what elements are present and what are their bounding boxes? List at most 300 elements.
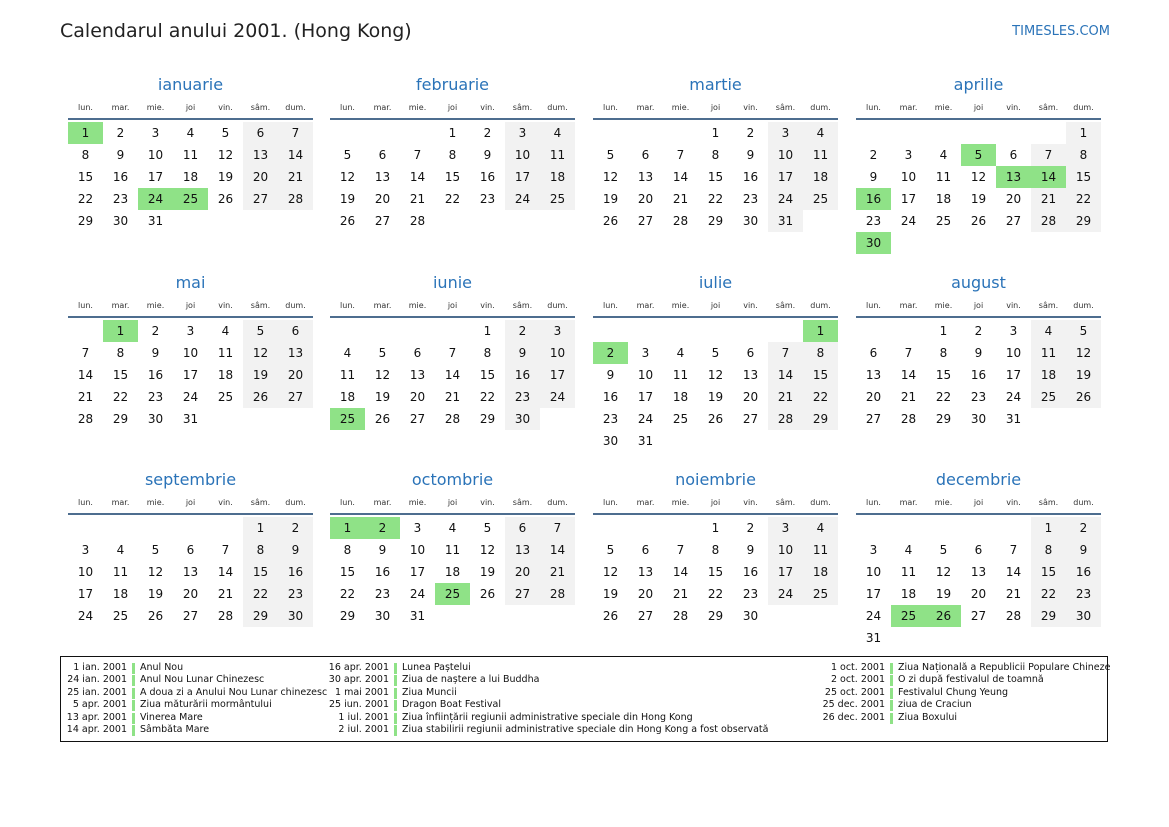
weekday-label: mar. [636, 498, 655, 507]
day-cell: 16 [505, 364, 540, 386]
holiday-marker [132, 663, 135, 674]
day-cell: 16 [278, 561, 313, 583]
day-cell: 27 [637, 214, 654, 228]
day-cell: 30 [602, 434, 619, 448]
holiday-marker [890, 713, 893, 724]
weekday-label: sâm. [250, 301, 271, 310]
day-cell: 3 [904, 148, 913, 162]
day-cell: 9 [378, 543, 387, 557]
day-cell: 6 [278, 320, 313, 342]
day-cell: 30 [147, 412, 164, 426]
weekday-label: dum. [1073, 301, 1094, 310]
holiday-marker [132, 688, 135, 699]
weekday-label: mar. [899, 301, 918, 310]
day-cell: 9 [606, 368, 615, 382]
day-cell: 13 [865, 368, 882, 382]
day-cell: 22 [707, 192, 724, 206]
weekday-label: sâm. [775, 301, 796, 310]
day-cell: 9 [974, 346, 983, 360]
day-cell: 7 [904, 346, 913, 360]
day-cell: 14 [672, 170, 689, 184]
holiday-marker [394, 725, 397, 736]
weekday-header [330, 300, 575, 312]
day-cell: 8 [1066, 144, 1101, 166]
weekday-header [593, 102, 838, 114]
day-cell: 23 [147, 390, 164, 404]
month-title: august [951, 273, 1006, 292]
holiday-day-cell: 2 [365, 517, 400, 539]
day-cell: 18 [672, 390, 689, 404]
day-cell: 5 [243, 320, 278, 342]
day-cell: 15 [112, 368, 129, 382]
weekday-label: sâm. [250, 498, 271, 507]
weekday-header [330, 102, 575, 114]
day-cell: 7 [676, 148, 685, 162]
day-cell: 2 [116, 126, 125, 140]
day-cell: 18 [935, 192, 952, 206]
day-cell: 21 [217, 587, 234, 601]
month-divider [856, 513, 1101, 515]
weekday-header [68, 102, 313, 114]
holiday-marker [394, 663, 397, 674]
weekday-label: mie. [408, 301, 427, 310]
day-cell: 21 [409, 192, 426, 206]
month-divider [330, 118, 575, 120]
day-cell: 20 [243, 166, 278, 188]
holiday-name: A doua zi a Anului Nou Lunar chinezesc [140, 686, 328, 698]
weekday-label: joi [447, 498, 458, 507]
day-cell: 27 [970, 609, 987, 623]
holiday-date: 30 apr. 2001 [328, 674, 389, 686]
day-cell: 23 [742, 587, 759, 601]
day-cell: 7 [413, 148, 422, 162]
weekday-label: lun. [603, 103, 618, 112]
day-cell: 6 [186, 543, 195, 557]
day-cell: 15 [444, 170, 461, 184]
weekday-label: vin. [218, 103, 233, 112]
day-cell: 18 [1031, 364, 1066, 386]
holiday-day-cell: 25 [435, 583, 470, 605]
weekday-label: mie. [934, 301, 953, 310]
weekday-label: mie. [146, 498, 165, 507]
day-cell: 14 [768, 364, 803, 386]
day-cell: 18 [540, 166, 575, 188]
day-cell: 11 [672, 368, 689, 382]
weekday-label: dum. [285, 301, 306, 310]
month-divider [856, 118, 1101, 120]
holiday-day-cell: 13 [996, 166, 1031, 188]
day-cell: 23 [970, 390, 987, 404]
day-cell: 21 [1005, 587, 1022, 601]
day-cell: 4 [1031, 320, 1066, 342]
holiday-day-cell: 14 [1031, 166, 1066, 188]
holiday-date: 1 iul. 2001 [338, 711, 389, 723]
day-cell: 24 [768, 188, 803, 210]
day-cell: 11 [444, 543, 461, 557]
day-cell: 2 [974, 324, 983, 338]
day-cell: 28 [1005, 609, 1022, 623]
weekday-label: joi [710, 498, 721, 507]
day-cell: 4 [939, 148, 948, 162]
weekday-label: vin. [218, 301, 233, 310]
weekday-header [856, 102, 1101, 114]
holiday-name: Anul Nou Lunar Chinezesc [140, 674, 265, 686]
day-cell: 8 [483, 346, 492, 360]
day-cell: 15 [935, 368, 952, 382]
day-cell: 13 [243, 144, 278, 166]
day-cell: 11 [182, 148, 199, 162]
day-cell: 11 [1031, 342, 1066, 364]
day-cell: 27 [505, 583, 540, 605]
day-cell: 14 [278, 144, 313, 166]
holiday-marker [890, 688, 893, 699]
day-cell: 30 [742, 609, 759, 623]
day-cell: 20 [182, 587, 199, 601]
weekday-label: sâm. [512, 301, 533, 310]
day-cell: 20 [505, 561, 540, 583]
day-cell: 28 [540, 583, 575, 605]
day-cell: 13 [182, 565, 199, 579]
holiday-name: Ziua Muncii [402, 686, 457, 698]
day-cell: 23 [479, 192, 496, 206]
holiday-day-cell: 26 [926, 605, 961, 627]
day-cell: 29 [1066, 210, 1101, 232]
weekday-label: mar. [373, 498, 392, 507]
day-cell: 14 [409, 170, 426, 184]
day-cell: 25 [935, 214, 952, 228]
day-cell: 16 [742, 565, 759, 579]
weekday-label: mie. [671, 498, 690, 507]
holiday-date: 1 ian. 2001 [73, 662, 127, 673]
day-cell: 29 [707, 609, 724, 623]
day-cell: 7 [1031, 144, 1066, 166]
day-cell: 12 [1066, 342, 1101, 364]
month-divider [330, 513, 575, 515]
weekday-label: vin. [1006, 498, 1021, 507]
weekday-label: vin. [218, 498, 233, 507]
day-cell: 15 [77, 170, 94, 184]
day-cell: 3 [641, 346, 650, 360]
holiday-name: Ziua Boxului [898, 711, 957, 723]
holiday-day-cell: 1 [68, 122, 103, 144]
day-cell: 4 [343, 346, 352, 360]
holiday-name: ziua de Craciun [898, 699, 972, 711]
holiday-marker [394, 713, 397, 724]
day-cell: 31 [147, 214, 164, 228]
holiday-date: 26 dec. 2001 [822, 711, 885, 723]
day-cell: 6 [869, 346, 878, 360]
day-cell: 24 [637, 412, 654, 426]
day-cell: 30 [1066, 605, 1101, 627]
day-cell: 25 [803, 188, 838, 210]
day-cell: 3 [505, 122, 540, 144]
weekday-label: dum. [810, 301, 831, 310]
holiday-marker [394, 688, 397, 699]
weekday-label: joi [973, 103, 984, 112]
day-cell: 26 [147, 609, 164, 623]
day-cell: 22 [803, 386, 838, 408]
day-cell: 19 [339, 192, 356, 206]
day-cell: 8 [116, 346, 125, 360]
weekday-label: mar. [373, 301, 392, 310]
holiday-day-cell: 24 [138, 188, 173, 210]
day-cell: 9 [116, 148, 125, 162]
day-cell: 31 [637, 434, 654, 448]
month-noiembrie [593, 470, 838, 655]
day-grid [593, 517, 838, 655]
day-cell: 31 [1005, 412, 1022, 426]
weekday-label: mar. [111, 498, 130, 507]
day-cell: 27 [865, 412, 882, 426]
day-cell: 16 [112, 170, 129, 184]
day-cell: 10 [147, 148, 164, 162]
month-divider [68, 513, 313, 515]
holiday-day-cell: 1 [330, 517, 365, 539]
month-title: martie [689, 75, 742, 94]
day-cell: 29 [112, 412, 129, 426]
day-cell: 16 [742, 170, 759, 184]
day-cell: 31 [865, 631, 882, 645]
month-iulie [593, 273, 838, 458]
day-cell: 28 [672, 609, 689, 623]
day-cell: 8 [448, 148, 457, 162]
holiday-marker [890, 700, 893, 711]
day-cell: 10 [900, 170, 917, 184]
day-cell: 5 [606, 148, 615, 162]
weekday-label: mie. [408, 498, 427, 507]
day-cell: 9 [278, 539, 313, 561]
month-title: mai [175, 273, 206, 292]
day-cell: 19 [1066, 364, 1101, 386]
day-cell: 16 [147, 368, 164, 382]
day-cell: 13 [374, 170, 391, 184]
day-cell: 4 [676, 346, 685, 360]
day-cell: 7 [221, 543, 230, 557]
day-cell: 3 [768, 517, 803, 539]
day-cell: 12 [935, 565, 952, 579]
holiday-date: 16 apr. 2001 [328, 662, 389, 673]
site-link[interactable]: TIMESLES.COM [1012, 24, 1110, 39]
day-cell: 18 [217, 368, 234, 382]
day-cell: 8 [343, 543, 352, 557]
day-cell: 30 [970, 412, 987, 426]
day-cell: 6 [243, 122, 278, 144]
day-cell: 10 [865, 565, 882, 579]
day-cell: 6 [505, 517, 540, 539]
day-cell: 21 [768, 386, 803, 408]
month-octombrie [330, 470, 575, 655]
holiday-date: 24 ian. 2001 [67, 674, 127, 686]
holiday-marker [132, 700, 135, 711]
day-cell: 2 [483, 126, 492, 140]
weekday-label: lun. [340, 498, 355, 507]
weekday-label: joi [185, 103, 196, 112]
day-cell: 10 [505, 144, 540, 166]
day-cell: 6 [378, 148, 387, 162]
day-cell: 7 [278, 122, 313, 144]
day-cell: 22 [479, 390, 496, 404]
day-cell: 17 [768, 561, 803, 583]
holiday-day-cell: 25 [330, 408, 365, 430]
day-cell: 9 [746, 148, 755, 162]
weekday-label: lun. [603, 301, 618, 310]
day-cell: 16 [602, 390, 619, 404]
day-cell: 11 [900, 565, 917, 579]
day-cell: 21 [540, 561, 575, 583]
weekday-label: mie. [146, 301, 165, 310]
day-cell: 26 [602, 609, 619, 623]
month-title: iunie [432, 273, 472, 292]
holiday-date: 25 oct. 2001 [824, 686, 885, 698]
month-title: aprilie [953, 75, 1004, 94]
day-cell: 17 [1005, 368, 1022, 382]
day-cell: 12 [479, 543, 496, 557]
day-cell: 15 [243, 561, 278, 583]
day-cell: 19 [935, 587, 952, 601]
day-cell: 27 [243, 188, 278, 210]
month-divider [330, 316, 575, 318]
day-cell: 29 [339, 609, 356, 623]
weekday-label: mar. [636, 103, 655, 112]
day-cell: 19 [374, 390, 391, 404]
day-cell: 3 [540, 320, 575, 342]
day-cell: 16 [1066, 561, 1101, 583]
holiday-date: 25 dec. 2001 [822, 699, 885, 711]
day-cell: 6 [974, 543, 983, 557]
day-cell: 13 [637, 565, 654, 579]
day-cell: 12 [602, 565, 619, 579]
day-cell: 7 [768, 342, 803, 364]
day-cell: 5 [606, 543, 615, 557]
day-cell: 21 [1031, 188, 1066, 210]
day-cell: 11 [540, 144, 575, 166]
day-grid [593, 320, 838, 458]
day-cell: 18 [339, 390, 356, 404]
day-cell: 29 [803, 408, 838, 430]
day-cell: 3 [186, 324, 195, 338]
day-cell: 10 [768, 539, 803, 561]
day-cell: 24 [182, 390, 199, 404]
holiday-name: Ziua înființării regiunii administrative speciale din Hong Kong [402, 711, 693, 723]
weekday-label: lun. [866, 103, 881, 112]
day-cell: 12 [602, 170, 619, 184]
holiday-day-cell: 1 [103, 320, 138, 342]
day-cell: 27 [374, 214, 391, 228]
day-cell: 1 [243, 517, 278, 539]
day-cell: 3 [1009, 324, 1018, 338]
day-grid [330, 122, 575, 260]
holiday-day-cell: 25 [891, 605, 926, 627]
day-cell: 2 [869, 148, 878, 162]
day-cell: 25 [803, 583, 838, 605]
holiday-day-cell: 16 [856, 188, 891, 210]
day-cell: 30 [505, 408, 540, 430]
day-cell: 14 [444, 368, 461, 382]
day-cell: 1 [1066, 122, 1101, 144]
day-cell: 20 [742, 390, 759, 404]
day-cell: 18 [803, 561, 838, 583]
month-title: februarie [415, 75, 490, 94]
holiday-name: Lunea Paștelui [402, 662, 471, 673]
day-cell: 2 [746, 521, 755, 535]
day-cell: 27 [278, 386, 313, 408]
holiday-date: 2 iul. 2001 [338, 723, 389, 735]
holiday-date: 14 apr. 2001 [66, 723, 127, 735]
day-cell: 12 [339, 170, 356, 184]
day-cell: 3 [413, 521, 422, 535]
day-cell: 8 [81, 148, 90, 162]
day-cell: 4 [116, 543, 125, 557]
day-cell: 13 [742, 368, 759, 382]
weekday-label: joi [447, 103, 458, 112]
day-cell: 26 [479, 587, 496, 601]
day-cell: 27 [182, 609, 199, 623]
day-cell: 2 [151, 324, 160, 338]
holiday-date: 25 ian. 2001 [67, 686, 127, 698]
weekday-label: lun. [78, 498, 93, 507]
day-grid [330, 517, 575, 655]
month-divider [593, 513, 838, 515]
day-cell: 9 [151, 346, 160, 360]
day-cell: 26 [602, 214, 619, 228]
day-cell: 25 [540, 188, 575, 210]
day-cell: 24 [865, 609, 882, 623]
day-grid [593, 122, 838, 260]
day-cell: 28 [278, 188, 313, 210]
month-divider [68, 316, 313, 318]
day-grid [856, 517, 1101, 655]
weekday-header [593, 497, 838, 509]
weekday-label: dum. [285, 103, 306, 112]
day-cell: 22 [707, 587, 724, 601]
weekday-header [68, 497, 313, 509]
day-cell: 15 [479, 368, 496, 382]
day-cell: 14 [900, 368, 917, 382]
holiday-marker [132, 675, 135, 686]
weekday-label: mar. [899, 498, 918, 507]
holiday-legend [60, 656, 1111, 742]
day-cell: 18 [803, 166, 838, 188]
month-title: iulie [698, 273, 733, 292]
day-cell: 12 [147, 565, 164, 579]
day-cell: 7 [540, 517, 575, 539]
day-cell: 6 [641, 543, 650, 557]
month-title: septembrie [144, 470, 237, 489]
weekday-label: dum. [1073, 498, 1094, 507]
day-cell: 19 [602, 587, 619, 601]
day-cell: 17 [900, 192, 917, 206]
weekday-label: sâm. [775, 498, 796, 507]
weekday-label: sâm. [1038, 103, 1059, 112]
holiday-day-cell: 30 [856, 232, 891, 254]
day-cell: 30 [742, 214, 759, 228]
day-cell: 10 [182, 346, 199, 360]
day-cell: 20 [970, 587, 987, 601]
day-cell: 22 [1031, 583, 1066, 605]
day-cell: 26 [374, 412, 391, 426]
day-cell: 11 [803, 144, 838, 166]
day-cell: 25 [112, 609, 129, 623]
day-cell: 13 [278, 342, 313, 364]
day-cell: 8 [939, 346, 948, 360]
day-grid [68, 320, 313, 458]
day-grid [330, 320, 575, 458]
day-cell: 14 [672, 565, 689, 579]
day-cell: 26 [970, 214, 987, 228]
weekday-label: mar. [899, 103, 918, 112]
day-cell: 12 [707, 368, 724, 382]
day-cell: 8 [711, 148, 720, 162]
